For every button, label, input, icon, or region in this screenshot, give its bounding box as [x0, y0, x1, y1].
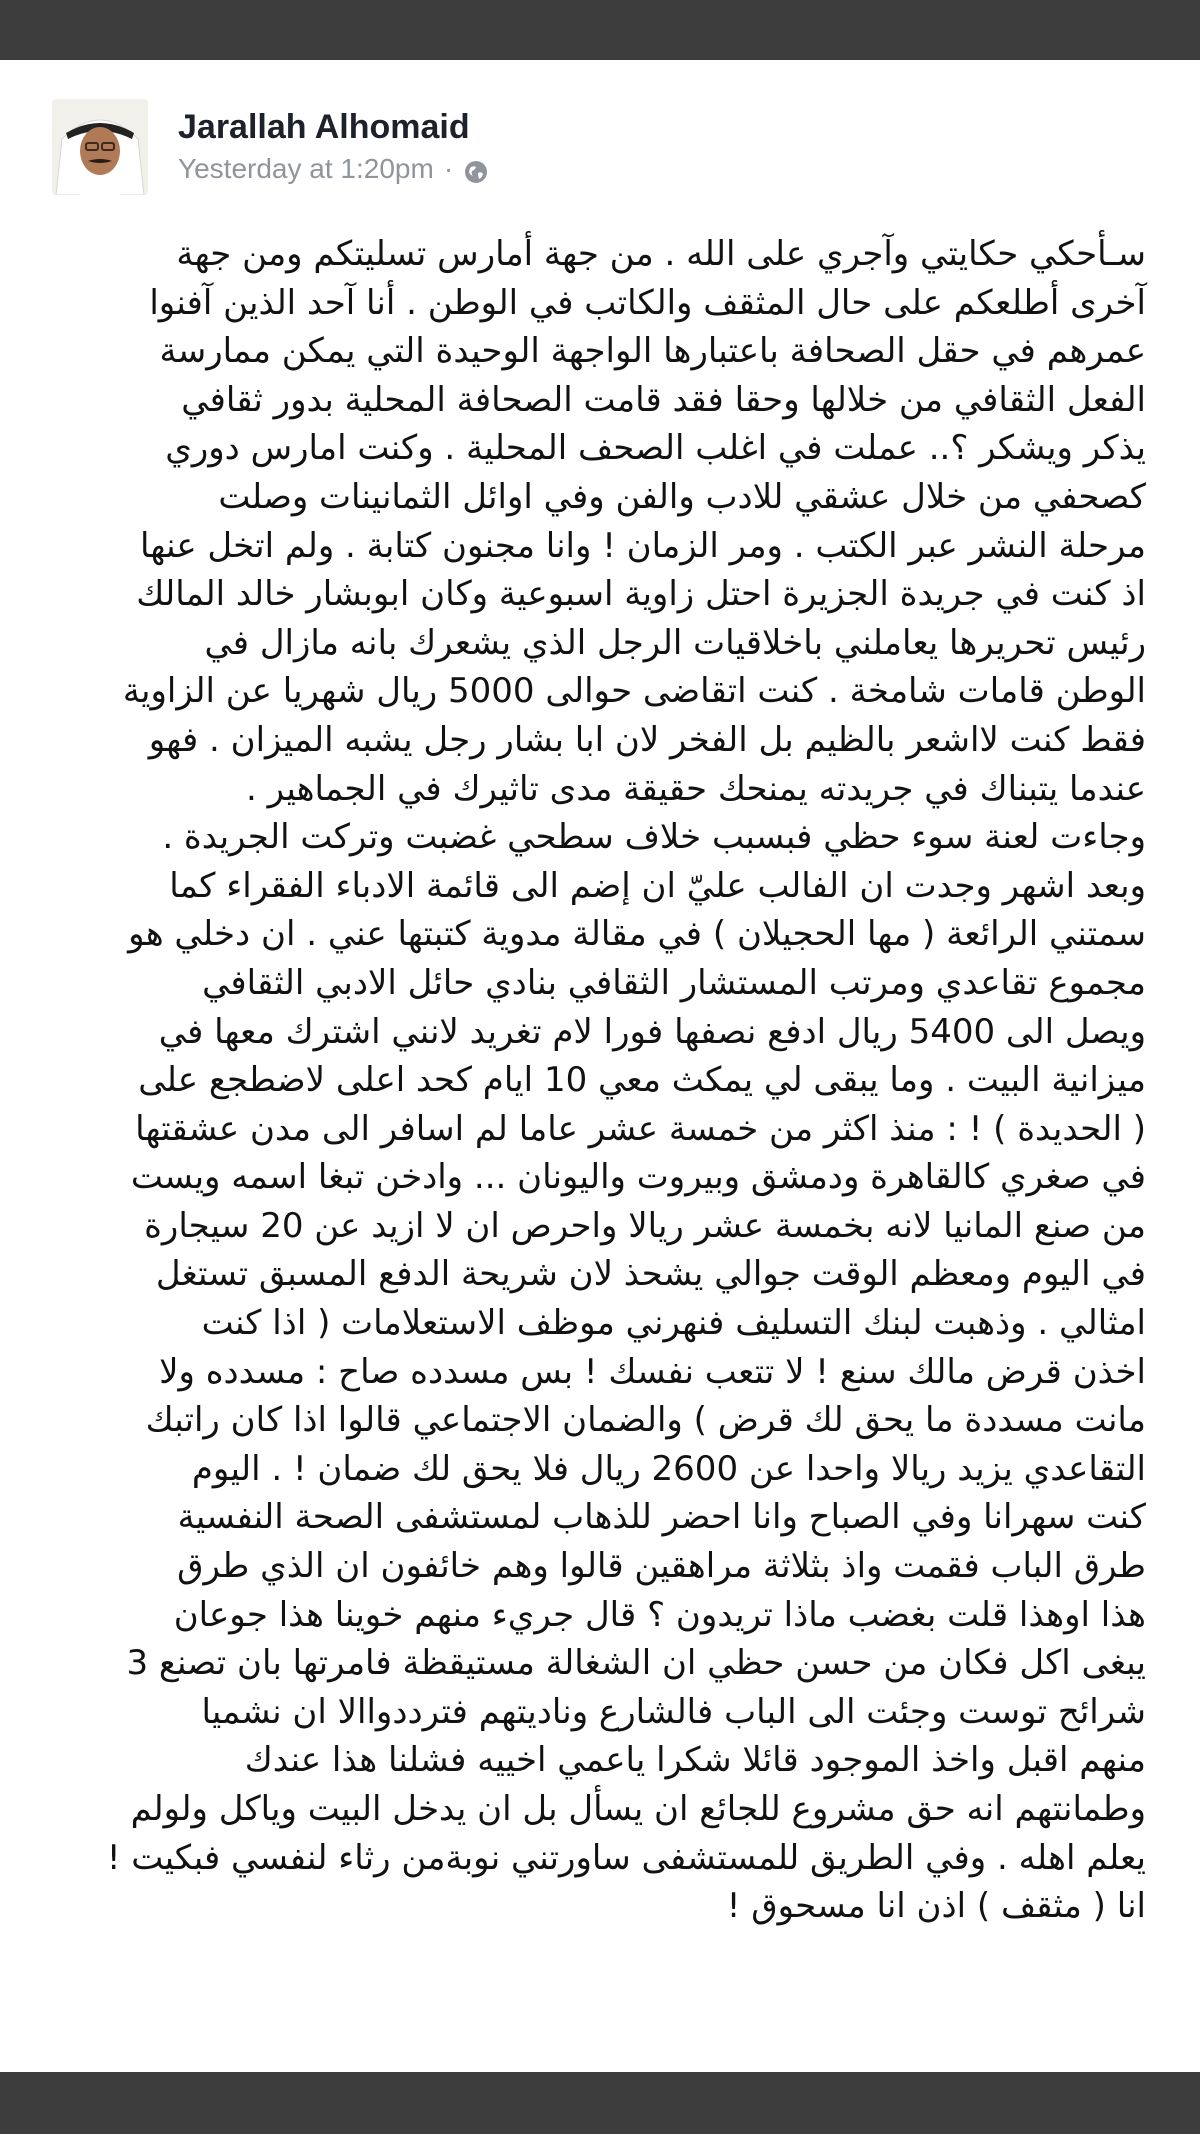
post-text-line: في صغري كالقاهرة ودمشق وبيروت واليونان ... وادخن تبغا اسمه ويست — [130, 1157, 1146, 1198]
post-text-line: ويصل الى 5400 ريال ادفع نصفها فورا لام تغريد لانني اشترك معها في — [158, 1011, 1146, 1052]
avatar[interactable] — [52, 99, 148, 195]
post-text-line: ( الحديدة ) ! : منذ اكثر من خمسة عشر عاما لم اسافر الى مدن عشقتها — [135, 1108, 1146, 1149]
post-text-line: شرائح توست وجئت الى الباب فالشارع وناديتهم فترددواالا ان نشميا — [201, 1691, 1146, 1732]
post-text-line: هذا اوهذا قلت بغضب ماذا تريدون ؟ قال جريء منهم خوينا هذا جوعان — [173, 1594, 1146, 1635]
post-text-line: وطمانتهم انه حق مشروع للجائع ان يسأل بل ان يدخل البيت وياكل ولولم — [130, 1789, 1146, 1829]
post-text-line: يبغى اكل فكان من حسن حظي ان الشغالة مستيقظة فامرتها بان تصنع 3 — [126, 1643, 1146, 1684]
post-text-line: طرق الباب فقمت واذ بثلاثة مراهقين قالوا وهم خائفون ان الذي طرق — [177, 1546, 1146, 1587]
post-header — [52, 92, 489, 202]
post-text-line: التقاعدي يزيد ريالا واحدا عن 2600 ريال فلا يحق لك ضمان ! . اليوم — [191, 1448, 1146, 1489]
post-text-line: وجاءت لعنة سوء حظي فبسبب خلاف سطحي غضبت وتركت الجريدة . — [162, 817, 1146, 858]
post-text-line: منهم اقبل واخذ الموجود قائلا شكرا ياعمي اخييه فشلنا هذا عندك — [244, 1740, 1146, 1781]
post-text-line: اذ كنت في جريدة الجزيرة احتل زاوية اسبوعية وكان ابوبشار خالد المالك — [136, 574, 1146, 615]
post-time-row — [178, 149, 489, 189]
post-meta — [178, 105, 489, 189]
post-text-line: في اليوم ومعظم الوقت جوالي يشحذ لان شريحة الدفع المسبق تستغل — [155, 1254, 1146, 1295]
globe-icon[interactable] — [463, 156, 489, 182]
post-text-line: عمرهم في حقل الصحافة باعتبارها الواجهة الوحيدة التي يمكن ممارسة — [159, 331, 1146, 372]
post-text-line: مجموع تقاعدي ومرتب المستشار الثقافي بنادي حائل الادبي الثقافي — [202, 962, 1146, 1003]
facebook-post — [0, 60, 1200, 2072]
post-text-line: آخرى أطلعكم على حال المثقف والكاتب في الوطن . أنا آحد الذين آفنوا — [149, 282, 1146, 323]
post-text-line: يعلم اهله . وفي الطريق للمستشفى ساورتني نوبةمن رثاء لنفسي فبكيت ! — [106, 1837, 1146, 1878]
post-text-line: سـأحكي حكايتي وآجري على الله . من جهة أمارس تسليتكم ومن جهة — [176, 234, 1146, 274]
post-text-line: اخذن قرض مالك سنع ! لا تتعب نفسك ! بس مسدده صاح : مسدده ولا — [159, 1351, 1146, 1392]
author-name[interactable]: Jarallah Alhomaid — [178, 108, 470, 146]
post-body-text — [46, 230, 1146, 1931]
post-text-line: يذكر ويشكر ؟.. عملت في اغلب الصحف المحلية . وكنت امارس دوري — [165, 428, 1146, 469]
post-text-line: مرحلة النشر عبر الكتب . ومر الزمان ! وانا مجنون كتابة . ولم اتخل عنها — [140, 525, 1146, 566]
post-timestamp[interactable]: Yesterday at 1:20pm — [178, 153, 434, 184]
post-text-line: من صنع المانيا لانه بخمسة عشر ريالا واحرص ان لا ازيد عن 20 سيجارة — [144, 1205, 1146, 1246]
post-text-line: سمتني الرائعة ( مها الحجيلان ) في مقالة مدوية كتبتها عني . ان دخلي هو — [128, 914, 1146, 955]
post-text-line: الوطن قامات شامخة . كنت اتقاضى حوالى 5000 ريال شهريا عن الزاوية — [122, 671, 1146, 712]
top-status-bar — [0, 0, 1200, 60]
post-text-line: رئيس تحريرها يعاملني باخلاقيات الرجل الذي يشعرك بانه مازال في — [204, 622, 1146, 663]
post-text-line: فقط كنت لااشعر بالظيم بل الفخر لان ابا بشار رجل يشبه الميزان . فهو — [148, 719, 1146, 760]
post-text-line: الفعل الثقافي من خلالها وحقا فقد قامت الصحافة المحلية بدور ثقافي — [181, 379, 1146, 420]
meta-separator: · — [443, 153, 454, 184]
post-text-line: انا ( مثقف ) اذن انا مسحوق ! — [726, 1886, 1146, 1927]
post-text-line: امثالي . وذهبت لبنك التسليف فنهرني موظف الاستعلامات ( اذا كنت — [201, 1303, 1146, 1344]
profile-photo-icon — [52, 99, 148, 195]
post-text-line: ميزانية البيت . وما يبقى لي يمكث معي 10 ايام كحد اعلى لاضطجع على — [138, 1060, 1146, 1101]
post-text-line: مانت مسددة ما يحق لك قرض ) والضمان الاجتماعي قالوا اذا كان راتبك — [145, 1400, 1146, 1441]
bottom-bar — [0, 2072, 1200, 2134]
post-text-line: كنت سهرانا وفي الصباح وانا احضر للذهاب لمستشفى الصحة النفسية — [177, 1497, 1146, 1538]
post-text-line: وبعد اشهر وجدت ان الفالب عليّ ان إضم الى قائمة الادباء الفقراء كما — [169, 865, 1146, 906]
post-text-line: عندما يتبناك في جريدته يمنحك حقيقة مدى تاثيرك في الجماهير . — [245, 768, 1146, 809]
post-text-line: كصحفي من خلال عشقي للادب والفن وفي اوائل الثمانينات وصلت — [218, 476, 1146, 517]
